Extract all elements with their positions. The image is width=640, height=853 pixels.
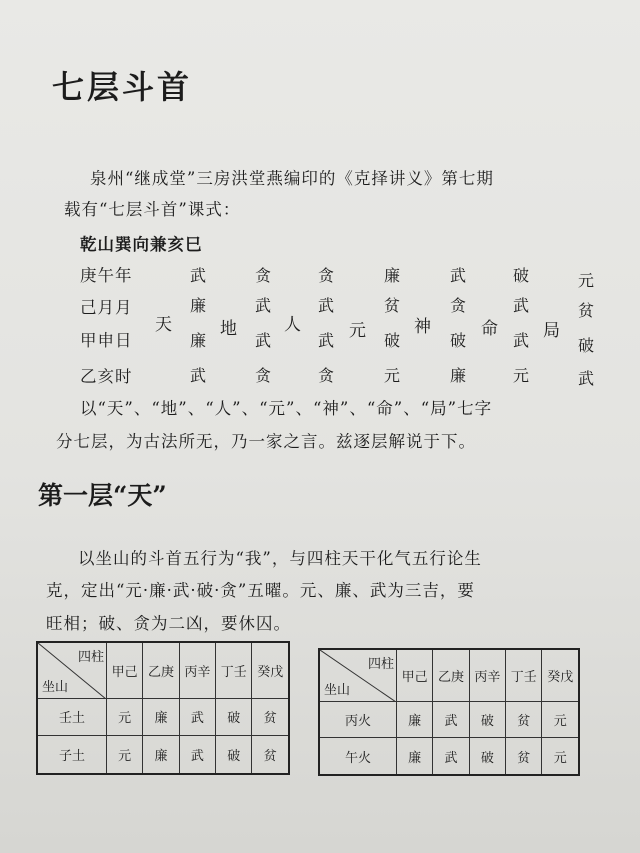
table-cell: 廉 xyxy=(143,736,179,774)
column-header: 乙庚 xyxy=(433,649,469,701)
table-cell: 武 xyxy=(179,736,215,774)
corner-bottom-label: 坐山 xyxy=(42,679,69,695)
table-cell: 廉 xyxy=(143,698,179,736)
table-row xyxy=(37,698,289,736)
table-cell: 破 xyxy=(216,698,252,736)
column-header: 甲己 xyxy=(107,642,143,698)
chart-cell: 武 xyxy=(255,296,272,315)
row-label: 丙火 xyxy=(319,701,397,738)
chart-cell: 破 xyxy=(384,331,401,350)
table-row xyxy=(319,738,579,775)
layer-label-ming: 命 xyxy=(481,319,498,339)
table-cell: 破 xyxy=(469,738,505,775)
table-cell: 元 xyxy=(542,738,579,775)
table-cell: 元 xyxy=(107,698,143,736)
column-header: 乙庚 xyxy=(143,642,179,698)
layer-label-yuan: 元 xyxy=(349,321,366,341)
chart-cell: 武 xyxy=(450,266,467,285)
table-cell: 武 xyxy=(179,698,215,736)
chart-cell: 贪 xyxy=(318,366,335,385)
table-cell: 元 xyxy=(542,701,579,738)
column-header: 丙辛 xyxy=(179,642,215,698)
pillar-month: 己月月 xyxy=(80,298,133,317)
chart-cell: 破 xyxy=(450,331,467,350)
chart-cell: 贪 xyxy=(255,366,272,385)
table-cell: 武 xyxy=(433,701,469,738)
chart-cell: 武 xyxy=(513,331,530,350)
table-row xyxy=(37,736,289,774)
layer-label-di: 地 xyxy=(220,319,237,339)
chart-subheading: 乾山巽向兼亥巳 xyxy=(80,235,203,254)
corner-top-label: 四柱 xyxy=(367,657,394,672)
chart-cell: 武 xyxy=(513,296,530,315)
chart-cell: 贫 xyxy=(384,296,401,315)
chart-cell: 廉 xyxy=(384,266,401,285)
chart-cell: 破 xyxy=(578,336,595,355)
summary-line-2: 分七层，为古法所无，乃一家之言。兹逐层解说于下。 xyxy=(56,432,476,451)
page-title: 七层斗首 xyxy=(52,68,193,106)
table-right xyxy=(318,648,580,776)
chart-cell: 武 xyxy=(318,296,335,315)
table-cell: 贫 xyxy=(252,698,289,736)
chart-cell: 贪 xyxy=(318,266,335,285)
column-header: 丁壬 xyxy=(216,642,252,698)
table-corner-cell xyxy=(37,642,107,698)
chart-cell: 武 xyxy=(190,266,207,285)
pillar-year: 庚午年 xyxy=(80,266,133,285)
chart-cell: 武 xyxy=(190,366,207,385)
table-cell: 破 xyxy=(469,701,505,738)
corner-bottom-label: 坐山 xyxy=(324,682,351,698)
section-heading: 第一层“天” xyxy=(38,481,167,510)
chart-cell: 贪 xyxy=(450,296,467,315)
summary-line-1: 以“天”、“地”、“人”、“元”、“神”、“命”、“局”七字 xyxy=(80,399,493,418)
layer-label-tian: 天 xyxy=(155,315,172,335)
layer-label-ju: 局 xyxy=(543,321,560,341)
table-cell: 贫 xyxy=(506,738,542,775)
column-header: 甲己 xyxy=(397,649,433,701)
intro-line-2: 载有“七层斗首”课式： xyxy=(64,200,241,219)
row-label: 午火 xyxy=(319,738,397,775)
column-header: 丙辛 xyxy=(469,649,505,701)
column-header: 癸戊 xyxy=(252,642,289,698)
chart-cell: 武 xyxy=(578,369,595,388)
chart-cell: 破 xyxy=(513,266,530,285)
table-cell: 武 xyxy=(433,738,469,775)
column-header: 癸戊 xyxy=(542,649,579,701)
chart-cell: 元 xyxy=(578,271,595,290)
table-row xyxy=(319,701,579,738)
table-cell: 破 xyxy=(216,736,252,774)
table-left xyxy=(36,641,290,775)
chart-cell: 廉 xyxy=(190,296,207,315)
layer-label-shen: 神 xyxy=(414,317,431,337)
table-cell: 廉 xyxy=(397,701,433,738)
row-label: 子土 xyxy=(37,736,107,774)
chart-cell: 廉 xyxy=(450,366,467,385)
chart-cell: 贪 xyxy=(255,266,272,285)
chart-cell: 武 xyxy=(255,331,272,350)
chart-cell: 元 xyxy=(384,366,401,385)
intro-line-1: 泉州“继成堂”三房洪堂燕编印的《克择讲义》第七期 xyxy=(90,169,494,188)
table-cell: 廉 xyxy=(397,738,433,775)
pillar-hour: 乙亥时 xyxy=(80,367,133,386)
column-header: 丁壬 xyxy=(506,649,542,701)
chart-cell: 元 xyxy=(513,366,530,385)
table-cell: 贫 xyxy=(506,701,542,738)
table-corner-cell xyxy=(319,649,397,701)
corner-top-label: 四柱 xyxy=(77,650,104,665)
layer-label-ren: 人 xyxy=(284,315,301,335)
pillar-day: 甲申日 xyxy=(80,331,133,350)
chart-cell: 贫 xyxy=(578,301,595,320)
section-text-line-2: 克，定出“元·廉·武·破·贪”五曜。元、廉、武为三吉，要 xyxy=(46,581,475,600)
section-text-line-3: 旺相；破、贪为二凶，要休囚。 xyxy=(46,614,291,633)
chart-cell: 廉 xyxy=(190,331,207,350)
row-label: 壬土 xyxy=(37,698,107,736)
section-text-line-1: 以坐山的斗首五行为“我”，与四柱天干化气五行论生 xyxy=(78,549,482,568)
table-cell: 贫 xyxy=(252,736,289,774)
table-cell: 元 xyxy=(107,736,143,774)
chart-cell: 武 xyxy=(318,331,335,350)
